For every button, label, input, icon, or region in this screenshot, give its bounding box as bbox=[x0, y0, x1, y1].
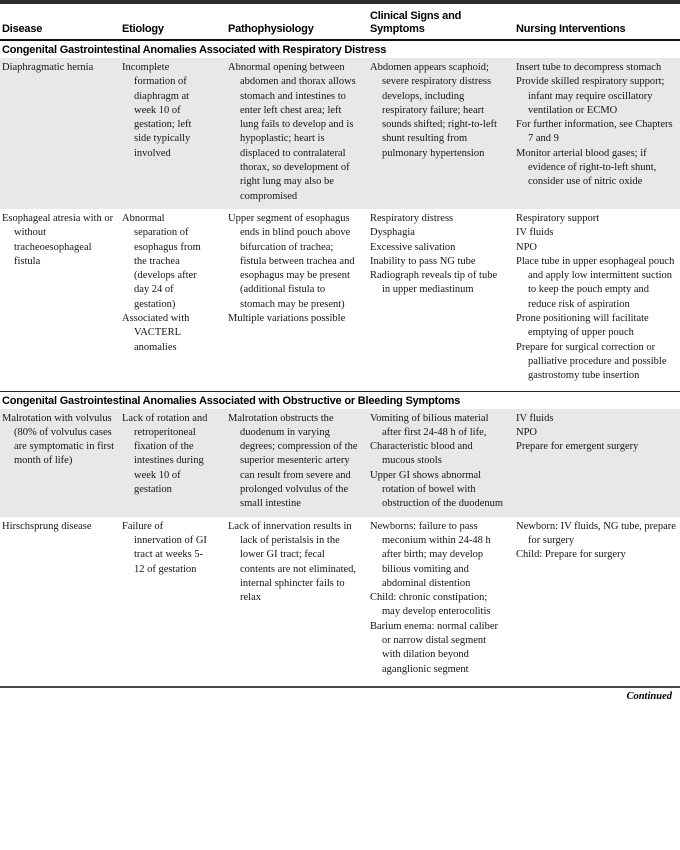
cell-paragraph: For further information, see Chapters 7 and 9 bbox=[516, 119, 673, 145]
cell-paragraph: Child: Prepare for surgery bbox=[516, 549, 626, 561]
cell-disease bbox=[0, 61, 120, 75]
cell-paragraph: NPO bbox=[516, 426, 538, 438]
cell-pathophysiology bbox=[226, 61, 368, 204]
cell-etiology bbox=[120, 412, 226, 498]
cell-paragraph: Hirschsprung disease bbox=[2, 520, 92, 532]
cell-paragraph: Associated with VACTERL anomalies bbox=[122, 313, 190, 353]
cell-paragraph: Monitor arterial blood gases; if evidence of right-to-left shunt, consider use of nitric oxide bbox=[516, 147, 657, 188]
cell-paragraph: Respiratory support bbox=[516, 212, 600, 224]
cell-paragraph: Malrotation with volvulus (80% of volvulus cases are symptomatic in first month of life) bbox=[2, 412, 115, 467]
cell-paragraph: Provide skilled respiratory support; infant may require oscillatory ventilation or ECMO bbox=[516, 76, 665, 116]
table-body bbox=[0, 41, 680, 682]
cell-paragraph: Newborn: IV fluids, NG tube, prepare for surgery bbox=[516, 520, 676, 546]
cell-paragraph: Barium enema: normal caliber or narrow distal segment with dilation beyond aganglionic segment bbox=[370, 620, 498, 675]
cell-paragraph: Malrotation obstructs the duodenum in varying degrees; compression of the superior mesenteric artery can result from severe and prolonged volvulus of the small intestine bbox=[228, 412, 358, 510]
cell-paragraph: Dysphagia bbox=[370, 227, 415, 239]
cell-paragraph: Characteristic blood and mucous stools bbox=[370, 441, 473, 467]
cell-paragraph: Esophageal atresia with or without tracheoesophageal fistula bbox=[2, 212, 114, 267]
table-row bbox=[0, 409, 680, 517]
cell-paragraph: Incomplete formation of diaphragm at week 10 of gestation; left side typically involved bbox=[122, 62, 192, 159]
cell-clinical-signs bbox=[368, 412, 514, 512]
cell-paragraph: Failure of innervation of GI tract at weeks 5-12 of gestation bbox=[122, 520, 207, 575]
cell-paragraph: Excessive salivation bbox=[370, 241, 456, 253]
cell-disease bbox=[0, 212, 120, 269]
cell-paragraph: Upper segment of esophagus ends in blind pouch above bifurcation of trachea; fistula between trachea and esophagus may be present (additional fistula to stomach may be present) bbox=[228, 212, 355, 310]
cell-nursing-interventions bbox=[514, 412, 680, 455]
table-row bbox=[0, 209, 680, 389]
cell-paragraph: Abnormal opening between abdomen and thorax allows stomach and intestines to enter left chest area; left lung fails to develop and is hypoplastic; heart is displaced to contralateral thorax, so development of right lung may also be compromised bbox=[228, 62, 356, 202]
cell-clinical-signs bbox=[368, 520, 514, 677]
cell-paragraph: Prone positioning will facilitate emptying of upper pouch bbox=[516, 313, 649, 339]
cell-disease bbox=[0, 520, 120, 534]
cell-paragraph: Abdomen appears scaphoid; severe respiratory distress develops, including respiratory failure; heart sounds shifted; right-to-left shunt resulting from pulmonary hypertension bbox=[370, 62, 497, 159]
cell-pathophysiology bbox=[226, 412, 368, 512]
column-header-nursing-interventions: Nursing Interventions bbox=[516, 23, 626, 35]
cell-paragraph: Multiple variations possible bbox=[228, 313, 346, 325]
column-header-pathophysiology: Pathophysiology bbox=[228, 23, 314, 35]
column-header-disease: Disease bbox=[2, 23, 43, 35]
cell-paragraph: Lack of innervation results in lack of peristalsis in the lower GI tract; fecal contents are not eliminated, internal sphincter fails to relax bbox=[228, 520, 357, 604]
cell-etiology bbox=[120, 61, 226, 161]
cell-paragraph: Insert tube to decompress stomach bbox=[516, 62, 662, 73]
cell-paragraph: Vomiting of bilious material after first 24-48 h of life, bbox=[370, 412, 489, 438]
cell-paragraph: Abnormal separation of esophagus from the trachea (develops after day 24 of gestation) bbox=[122, 212, 201, 310]
cell-paragraph: Inability to pass NG tube bbox=[370, 255, 476, 267]
cell-paragraph: Respiratory distress bbox=[370, 212, 454, 224]
cell-nursing-interventions bbox=[514, 61, 680, 190]
cell-paragraph: Newborns: failure to pass meconium within 24-48 h after birth; may develop bilious vomiting and abdominal distention bbox=[370, 520, 491, 589]
table-row bbox=[0, 58, 680, 209]
cell-disease bbox=[0, 412, 120, 469]
cell-paragraph: IV fluids bbox=[516, 227, 554, 239]
section-title: Congenital Gastrointestinal Anomalies Associated with Obstructive or Bleeding Symptoms bbox=[0, 391, 680, 409]
cell-paragraph: Lack of rotation and retroperitoneal fixation of the intestines during week 10 of gestation bbox=[122, 412, 208, 496]
cell-paragraph: Diaphragmatic hernia bbox=[2, 62, 94, 73]
cell-pathophysiology bbox=[226, 212, 368, 326]
cell-etiology bbox=[120, 212, 226, 355]
cell-pathophysiology bbox=[226, 520, 368, 606]
section-title: Congenital Gastrointestinal Anomalies Associated with Respiratory Distress bbox=[2, 44, 387, 56]
table-row bbox=[0, 517, 680, 682]
cell-nursing-interventions bbox=[514, 520, 680, 563]
cell-paragraph: IV fluids bbox=[516, 412, 554, 424]
cell-nursing-interventions bbox=[514, 212, 680, 384]
cell-paragraph: Place tube in upper esophageal pouch and apply low intermittent suction to keep the pouch empty and reduce risk of aspiration bbox=[516, 255, 675, 310]
cell-paragraph: Radiograph reveals tip of tube in upper mediastinum bbox=[370, 270, 498, 296]
cell-clinical-signs bbox=[368, 212, 514, 298]
cell-etiology bbox=[120, 520, 226, 577]
cell-paragraph: Child: chronic constipation; may develop enterocolitis bbox=[370, 592, 491, 618]
cell-paragraph: NPO bbox=[516, 241, 538, 253]
continued-label: Continued bbox=[626, 690, 672, 702]
column-header-clinical-signs: Clinical Signs and Symptoms bbox=[370, 10, 462, 35]
cell-paragraph: Prepare for emergent surgery bbox=[516, 441, 639, 453]
cell-paragraph: Prepare for surgical correction or palliative procedure and possible gastrostomy tube insertion bbox=[516, 341, 667, 382]
cell-paragraph: Upper GI shows abnormal rotation of bowel with obstruction of the duodenum bbox=[370, 469, 504, 510]
table-header-row bbox=[0, 4, 680, 41]
cell-clinical-signs bbox=[368, 61, 514, 161]
column-header-etiology: Etiology bbox=[122, 23, 164, 35]
